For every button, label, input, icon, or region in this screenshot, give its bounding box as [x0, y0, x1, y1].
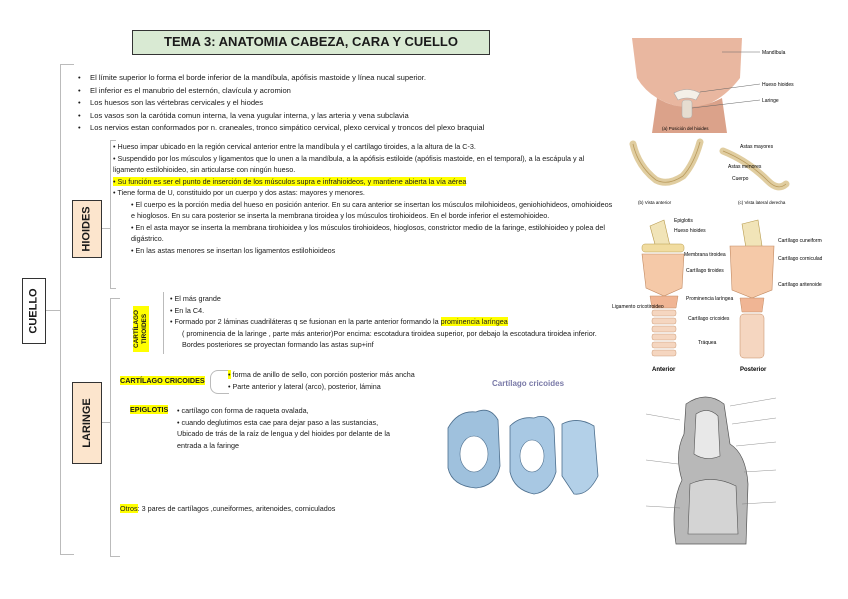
cartilago-tiroides-label: CARTÍLAGO TIROIDES — [118, 300, 164, 358]
otros-text: Otros: 3 pares de cartílagos ,cuneiformes, aritenoides, corniculados — [120, 504, 336, 513]
list-item: • El límite superior lo forma el borde inferior de la mandíbula, apófisis mastoide y línea nucal superior. — [78, 72, 618, 85]
hioides-highlight: • Su función es ser el punto de inserción de los músculos supra e infrahioideos, y mantiene abierta la vía aérea — [113, 176, 467, 186]
svg-text:Ligamento cricotiroideo: Ligamento cricotiroideo — [612, 304, 664, 310]
cricoid-illustration — [438, 376, 616, 528]
cuello-label: CUELLO — [22, 278, 46, 344]
list-item: • Los vasos son la carótida comun interna, la vena yugular interna, y las arteria y vena subclavia — [78, 110, 618, 123]
hioides-text: • Hueso impar ubicado en la región cervical anterior entre la mandíbula y el cartílago tiroides, a la altura de la C-3. • Suspendido por los músculos y ligamentos que lo unen a la mandíbula, a la apófisis estiloide (apófisis mastoide, en el temporal), a la escápula y al ligamento estilohioideo, sin articularse con ningún hueso. • Su función es ser el punto de inserción de los músculos supra e infrahioideos, y mantiene abierta la vía aérea • Tiene forma de U, constituido por un cuerpo y dos astas: mayores y menores. • El cuerpo es la porción media del hueso en posición anterior. En su cara anterior se insertan los músculos milohioideos, geniohiohideos, omohioideos e hioglosos. En su cara posterior se inserta la membrana tiroidea y los músculos tirohioideos. En el borde inferior el estemohioideo. • En el asta mayor se inserta la membrana tirohioidea y los músculos tirohioideos, hioglosos, constrictor medio de la faringe, estilohioideo y polea del digástrico. • En las astas menores se insertan los ligamentos estilohioideos — [113, 141, 613, 256]
larynx-interior-figure — [626, 384, 816, 552]
svg-text:(c) Vista lateral derecha: (c) Vista lateral derecha — [738, 200, 786, 205]
svg-text:Anterior: Anterior — [652, 367, 676, 373]
epiglotis-text: • cartílago con forma de raqueta ovalada, • cuando deglutimos esta cae para dejar paso a las sustancias, Ubicado de trás de la raíz de lengua y del hioides por delante de la entrada a la faringe — [177, 405, 397, 451]
svg-text:Posterior: Posterior — [740, 367, 767, 373]
page-title: TEMA 3: ANATOMIA CABEZA, CARA Y CUELLO — [132, 30, 490, 55]
svg-text:Hueso hioides: Hueso hioides — [762, 82, 794, 88]
svg-text:Cartílago corniculado: Cartílago corniculado — [778, 256, 822, 262]
cartilago-cricoides-label: CARTÍLAGO CRICOIDES — [120, 376, 205, 385]
larynx-interior-illustration — [626, 384, 816, 552]
cuello-bullets — [78, 72, 618, 135]
svg-text:Cartílago tiroides: Cartílago tiroides — [686, 268, 724, 274]
svg-text:Astas menores: Astas menores — [728, 164, 762, 170]
svg-text:Mandíbula: Mandíbula — [762, 50, 786, 56]
hioides-bracket — [110, 140, 111, 288]
svg-text:Cuerpo: Cuerpo — [732, 176, 749, 182]
cuello-bracket — [60, 64, 61, 554]
larynx-figure — [612, 216, 822, 376]
svg-text:Prominencia laríngea: Prominencia laríngea — [686, 296, 734, 302]
cricoides-text: • forma de anillo de sello, con porción posterior más ancha • Parte anterior y lateral (arco), posterior, lámina — [228, 369, 488, 392]
svg-text:Cartílago aritenoides: Cartílago aritenoides — [778, 282, 822, 288]
neck-illustration — [622, 38, 822, 133]
hyoid-position-figure — [622, 38, 822, 133]
epiglotis-label: EPIGLOTIS — [130, 405, 169, 414]
svg-text:Membrana tiroidea: Membrana tiroidea — [684, 252, 726, 258]
larynx-illustration — [612, 216, 822, 376]
cricoid-figure — [438, 376, 616, 528]
tiroides-text: • El más grande • En la C4. • Formado por 2 láminas cuadriláteras q se fusionan en la parte anterior formando la prominencia laríngea ( prominencia de la laringe , parte más anterior)Por encima: escotadura tiroidea superior, por debajo la escotadura tiroidea inferior. Bordes posteriores se proyectan formando las astas sup+inf — [170, 293, 610, 351]
hyoid-bone-figure — [628, 136, 828, 208]
svg-text:Epiglotis: Epiglotis — [674, 218, 693, 224]
list-item: • El inferior es el manubrio del esternón, clavícula y acromion — [78, 85, 618, 98]
list-item: • Los huesos son las vértebras cervicales y el hiodes — [78, 97, 618, 110]
svg-text:(b) Vista anterior: (b) Vista anterior — [638, 200, 672, 205]
hyoid-bone-illustration — [628, 136, 828, 208]
svg-text:Cartílago cricoides: Cartílago cricoides — [688, 316, 730, 322]
laringe-label: LARINGE — [72, 382, 102, 464]
svg-text:Laringe: Laringe — [762, 98, 779, 104]
svg-text:Hueso hioides: Hueso hioides — [674, 228, 706, 234]
laringe-bracket — [110, 298, 111, 556]
list-item: • Los nervios estan conformados por n. craneales, tronco simpático cervical, plexo cervical y troncos del plexo braquial — [78, 122, 618, 135]
svg-text:(a) Posición del hioides: (a) Posición del hioides — [662, 126, 709, 131]
svg-text:Cartílago cuneiforme: Cartílago cuneiforme — [778, 238, 822, 244]
hioides-label: HIOIDES — [72, 200, 102, 258]
svg-text:Astas mayores: Astas mayores — [740, 144, 774, 150]
svg-text:Cartílago cricoides: Cartílago cricoides — [492, 379, 565, 388]
svg-text:Tráquea: Tráquea — [698, 340, 717, 346]
